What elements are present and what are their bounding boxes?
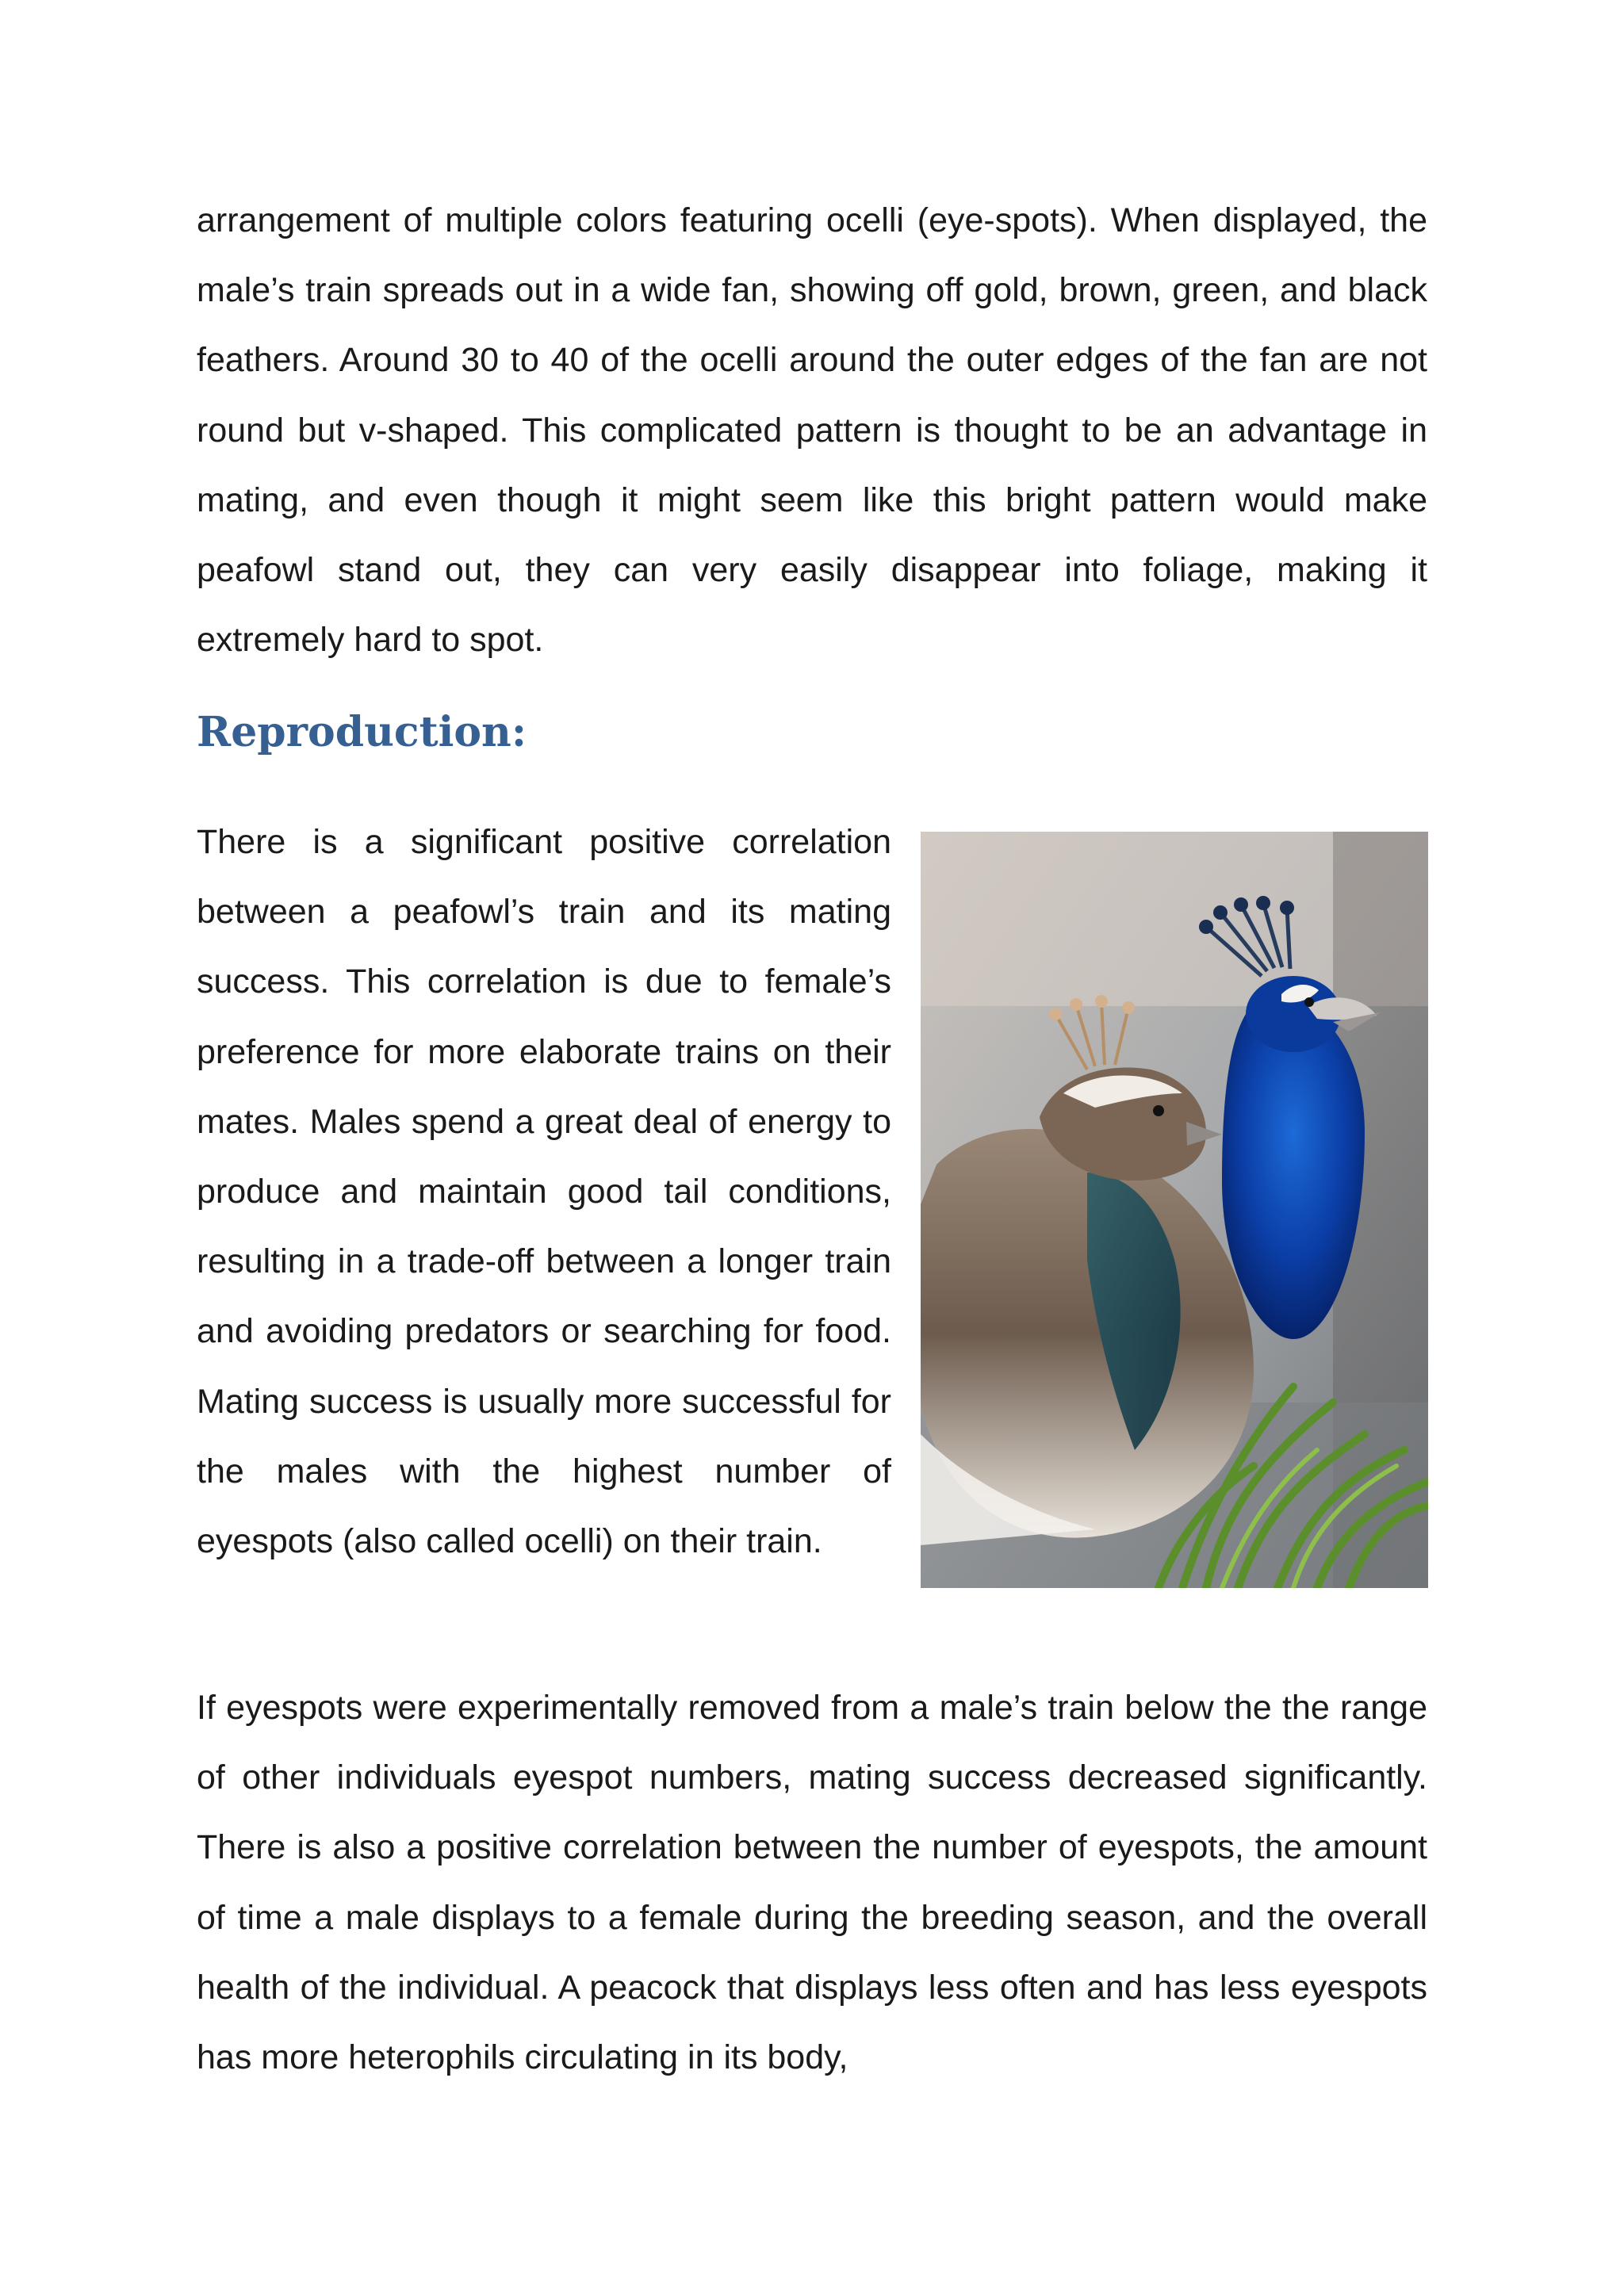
eyespots-paragraph: If eyespots were experimentally removed from a male’s train below the the range of other individuals eyespot numbers, mating success decreased significantly. There is also a positive correlation between the number of eyespots, the amount of time a male displays to a female during the breeding season, and the overall health of the individual. A peacock that displays less often and has less eyespots has more heterophils circulating in its body, — [197, 1689, 1427, 2077]
reproduction-text-column — [197, 807, 891, 1576]
eyespots-section — [197, 1673, 1427, 2092]
section-heading-reproduction: Reproduction: — [197, 708, 527, 756]
peafowl-photo — [921, 832, 1428, 1588]
reproduction-paragraph: There is a significant positive correlation between a peafowl’s train and its mating success. This correlation is due to female’s preference for more elaborate trains on their mates. Males spend a great deal of energy to produce and maintain good tail conditions, resulting in a trade-off between a longer train and avoiding predators or searching for food. Mating success is usually more successful for the males with the highest number of eyespots (also called ocelli) on their train. — [197, 823, 891, 1561]
intro-paragraph: arrangement of multiple colors featuring ocelli (eye-spots). When displayed, the male’s train spreads out in a wide fan, showing off gold, brown, green, and black feathers. Around 30 to 40 of the ocelli around the outer edges of the fan are not round but v-shaped. This complicated pattern is thought to be an advantage in mating, and even though it might seem like this bright pattern would make peafowl stand out, they can very easily disappear into foliage, making it extremely hard to spot. — [197, 201, 1427, 660]
intro-section — [197, 186, 1427, 675]
